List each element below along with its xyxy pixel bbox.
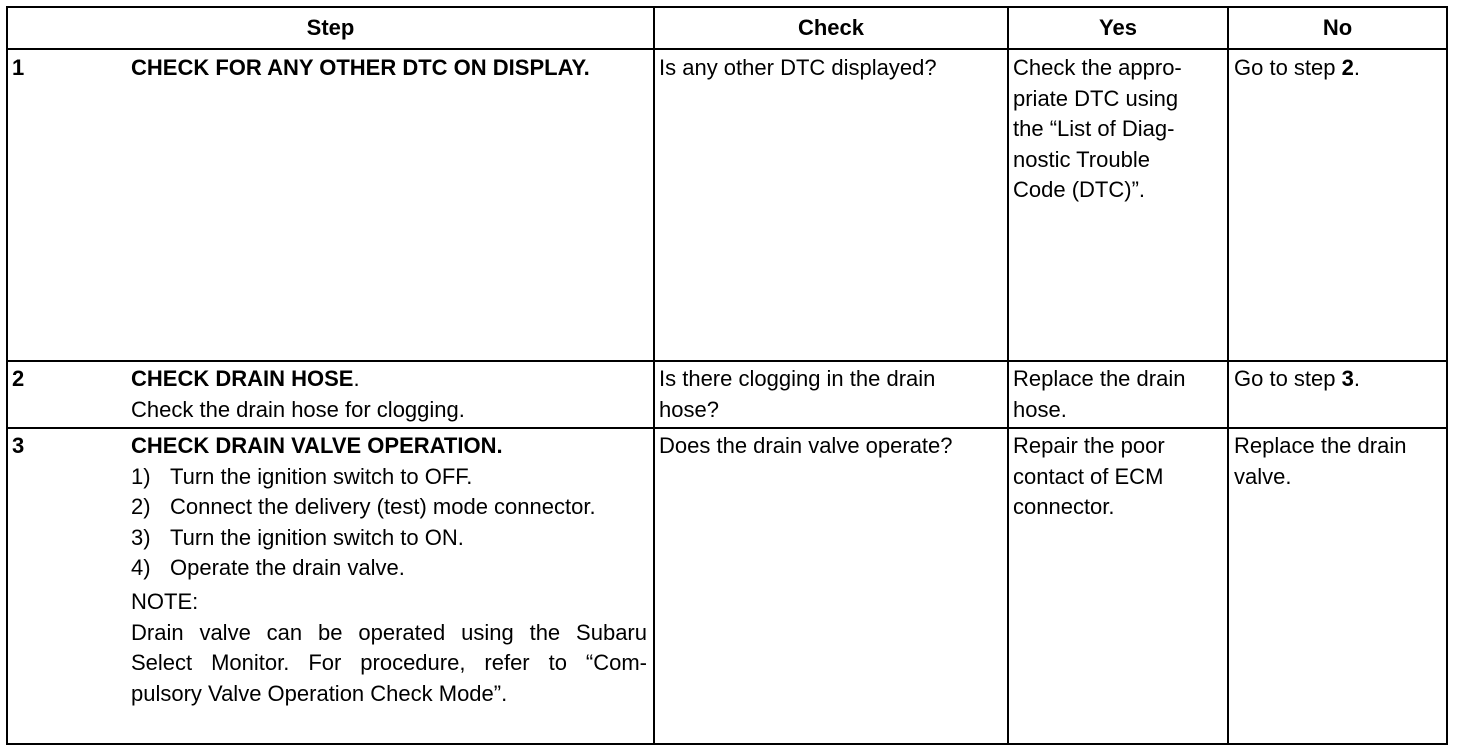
column-divider-yes-no <box>1227 8 1229 743</box>
header-no: No <box>1322 15 1353 40</box>
procedure-item: 2) Connect the delivery (test) mode connector. <box>131 494 596 519</box>
column-divider-check-yes <box>1007 8 1009 743</box>
header-step: Step <box>306 15 355 40</box>
no-text-1: Go to step 2. <box>1234 55 1360 80</box>
step-title-1: CHECK FOR ANY OTHER DTC ON DISPLAY. <box>131 55 590 80</box>
step-desc-2: Check the drain hose for clogging. <box>131 396 465 422</box>
goto-step-link-2: 2 <box>1341 55 1354 80</box>
goto-step-link-3: 3 <box>1341 366 1354 391</box>
note-label: NOTE: <box>131 589 199 614</box>
column-divider-step-check <box>653 8 655 743</box>
step-title-2: CHECK DRAIN HOSE. <box>131 366 360 391</box>
header-divider <box>8 48 1446 50</box>
header-check: Check <box>797 15 865 40</box>
procedure-item: 1) Turn the ignition switch to OFF. <box>131 463 473 489</box>
step-title-3: CHECK DRAIN VALVE OPERATION. <box>131 433 503 458</box>
yes-text-3: Repair the poor contact of ECM connector. <box>1013 433 1165 519</box>
procedure-list <box>131 462 596 584</box>
no-text-3: Replace the drain valve. <box>1234 433 1407 489</box>
note-text: Drain valve can be operated using the Subaru Select Monitor. For procedure, refer to “Com- pulsory Valve Operation Check Mode”. <box>131 619 647 706</box>
yes-text-1: Check the appro- priate DTC using the “List of Diag- nostic Trouble Code (DTC)”. <box>1013 55 1182 202</box>
diagnostic-table <box>6 6 1448 745</box>
header-yes: Yes <box>1099 15 1137 40</box>
procedure-item: 4) Operate the drain valve. <box>131 555 405 580</box>
check-text-1: Is any other DTC displayed? <box>659 55 937 80</box>
procedure-item: 3) Turn the ignition switch to ON. <box>131 524 464 550</box>
check-text-2: Is there clogging in the drain hose? <box>659 366 936 422</box>
step-number-3: 3 <box>12 433 25 458</box>
check-text-3: Does the drain valve operate? <box>659 433 953 458</box>
row-divider-2 <box>8 427 1446 429</box>
step-number-1: 1 <box>12 55 25 80</box>
no-text-2: Go to step 3. <box>1234 366 1360 391</box>
yes-text-2: Replace the drain hose. <box>1013 366 1186 422</box>
step-number-2: 2 <box>12 366 25 391</box>
row-divider-1 <box>8 360 1446 362</box>
